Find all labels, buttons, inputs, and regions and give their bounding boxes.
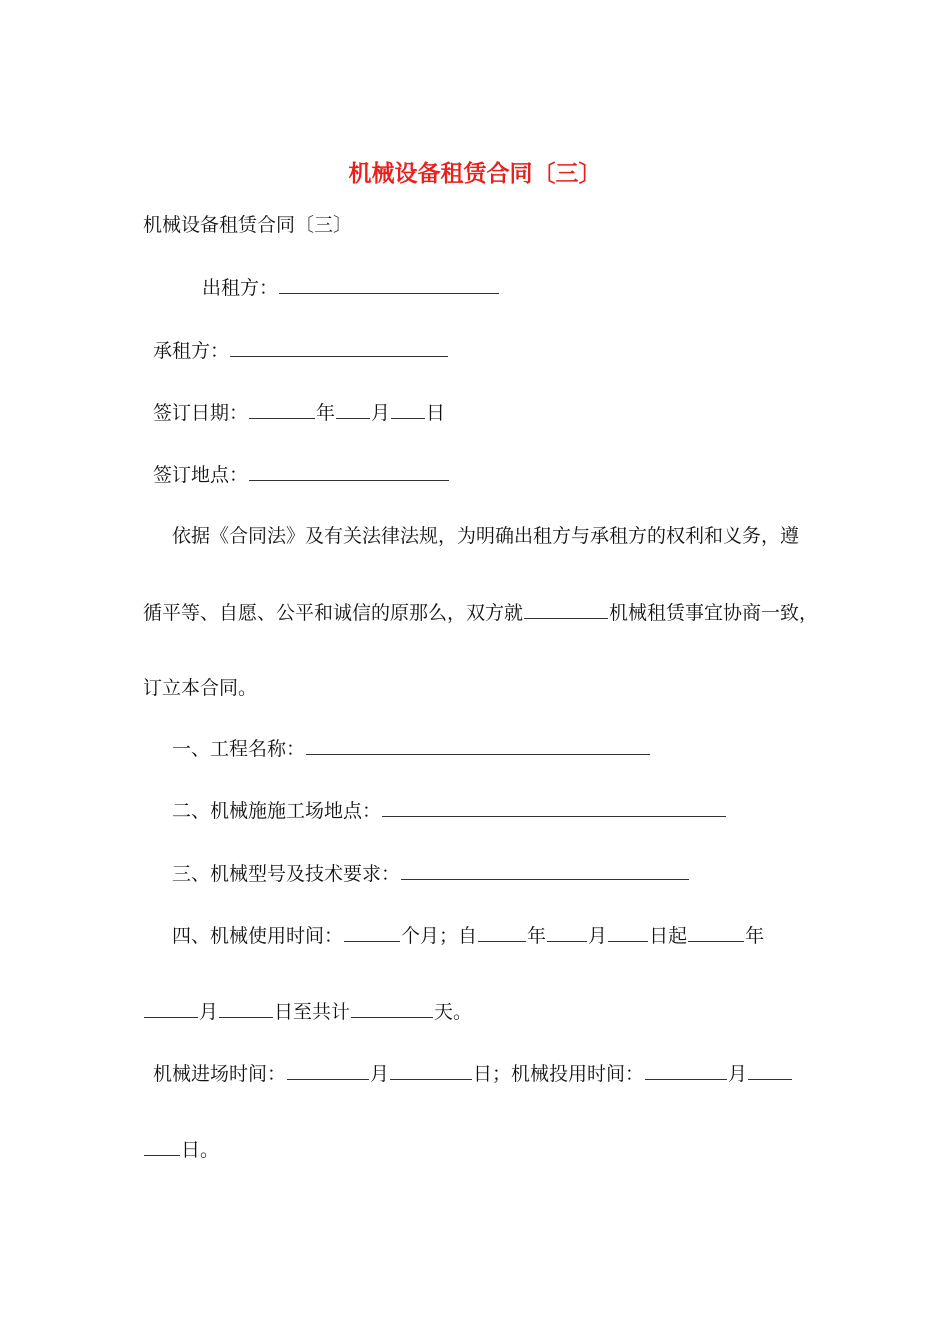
end-year-field[interactable] [688,923,744,942]
final-line [143,1137,219,1162]
start-year-field[interactable] [478,923,526,942]
lessor-field[interactable] [279,275,499,294]
item1-label: 一、工程名称： [172,738,306,760]
model-spec-field[interactable] [401,861,689,880]
total-days-field[interactable] [351,999,433,1018]
intro-text-a: 循平等、自愿、公平和诚信的原那么，双方就 [143,602,524,624]
final-day-label: 日。 [181,1139,220,1161]
sign-place-row [153,462,450,487]
item3-row [172,861,690,886]
lessee-label: 承租方： [153,340,230,362]
lessee-row [153,338,449,363]
entry-month-field[interactable] [287,1061,369,1080]
site-location-field[interactable] [382,798,726,817]
sign-day-field[interactable] [391,400,425,419]
end-year-label: 年 [745,925,765,947]
start-day-field[interactable] [608,923,648,942]
use-day-field-part2[interactable] [144,1137,180,1156]
intro-line-2 [143,600,818,625]
intro-line-3: 订立本合同。 [143,677,258,699]
machine-name-field[interactable] [524,600,608,619]
sign-place-field[interactable] [249,462,449,481]
month-label: 月 [371,402,391,424]
document-subtitle: 机械设备租赁合同〔三〕 [143,214,353,236]
months-count-field[interactable] [344,923,400,942]
end-month-label: 月 [199,1001,219,1023]
end-month-field[interactable] [144,999,198,1018]
item2-label: 二、机械施施工场地点： [172,800,382,822]
sign-place-label: 签订地点： [153,464,249,486]
use-month-label: 月 [728,1063,748,1085]
intro-text-b: 机械租赁事宜协商一致， [609,602,819,624]
start-day-label: 日起 [649,925,688,947]
intro-line-1: 依据《合同法》及有关法律法规，为明确出租方与承租方的权利和义务，遵 [172,525,800,547]
end-day-field[interactable] [219,999,273,1018]
item1-row [172,736,651,761]
start-month-field[interactable] [547,923,587,942]
sign-year-field[interactable] [249,400,315,419]
entry-day-label: 日；机械投用时间： [473,1063,645,1085]
entry-day-field[interactable] [390,1061,472,1080]
lessee-field[interactable] [230,338,448,357]
lessor-row [202,275,500,300]
entry-month-label: 月 [370,1063,390,1085]
lessor-label: 出租方： [202,277,279,299]
project-name-field[interactable] [306,736,650,755]
day-label: 日 [426,402,446,424]
end-day-label: 日至共计 [274,1001,351,1023]
item3-label: 三、机械型号及技术要求： [172,863,401,885]
entry-time-row [153,1061,793,1086]
sign-month-field[interactable] [336,400,370,419]
sign-date-label: 签订日期： [153,402,249,424]
use-month-field[interactable] [645,1061,727,1080]
item2-row [172,798,727,823]
days-label: 天。 [434,1001,473,1023]
start-year-label: 年 [527,925,547,947]
document-title: 机械设备租赁合同〔三〕 [348,160,602,187]
year-label: 年 [316,402,336,424]
start-month-label: 月 [588,925,608,947]
use-day-field-part1[interactable] [748,1061,792,1080]
item4-line-2 [143,999,472,1024]
item4-row [172,923,764,948]
entry-time-label: 机械进场时间： [153,1063,287,1085]
months-text: 个月；自 [401,925,478,947]
sign-date-row [153,400,445,425]
item4-label: 四、机械使用时间： [172,925,344,947]
